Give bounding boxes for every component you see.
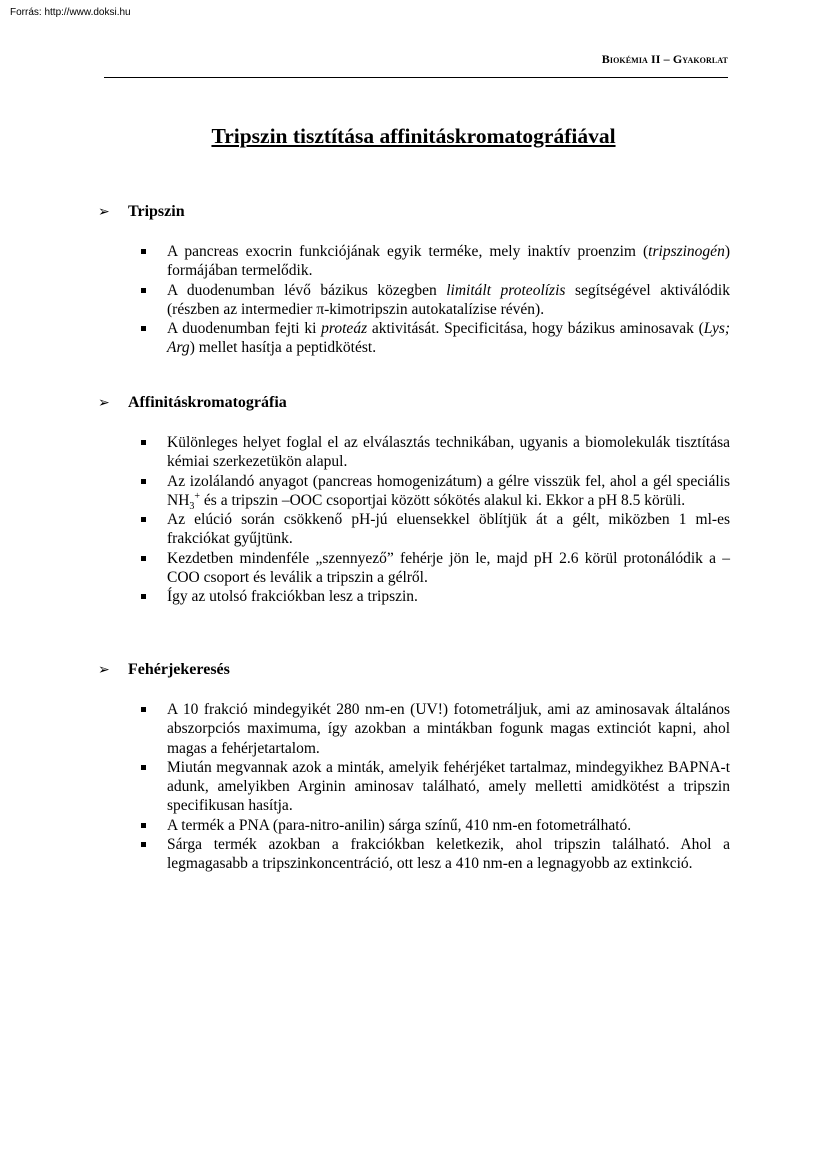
list-item bbox=[98, 510, 730, 549]
list-item bbox=[98, 758, 730, 816]
square-bullet-icon bbox=[141, 326, 146, 331]
text-run: aktivitását. Specificitása, hogy bázikus aminosavak ( bbox=[367, 320, 704, 338]
square-bullet-icon bbox=[141, 249, 146, 254]
square-bullet-icon bbox=[141, 842, 146, 847]
section-feherjekereses bbox=[98, 660, 730, 874]
list-item bbox=[98, 472, 730, 511]
text-run: Így az utolsó frakciókban lesz a tripszin. bbox=[167, 588, 418, 606]
italic-term: tripszinogén bbox=[648, 243, 725, 260]
list-item bbox=[98, 587, 730, 606]
square-bullet-icon bbox=[141, 823, 146, 828]
arrow-bullet-icon: ➢ bbox=[98, 204, 110, 220]
running-header: Biokémia II – Gyakorlat bbox=[601, 52, 728, 66]
bullet-list bbox=[98, 433, 730, 607]
italic-term: proteáz bbox=[321, 320, 368, 338]
text-run: ) mellet hasítja a peptidkötést. bbox=[189, 339, 377, 357]
text-run: Az elúció során csökkenő pH-jú eluensekkel öblítjük át a gélt, miközben 1 ml-es frakciókat gyűjtünk. bbox=[167, 511, 730, 548]
text-run: A 10 frakció mindegyikét 280 nm-en (UV!) fotometráljuk, ami az aminosavak általános abszorpciós maximuma, így azokban a mintákban fogunk magas extinciót kapni, ahol magas a fehérjetartalom. bbox=[167, 701, 730, 757]
square-bullet-icon bbox=[141, 479, 146, 484]
square-bullet-icon bbox=[141, 594, 146, 599]
italic-term: limitált proteolízis bbox=[446, 281, 566, 299]
square-bullet-icon bbox=[141, 765, 146, 770]
section-tripszin bbox=[98, 202, 730, 358]
italic-term: Lys; Arg bbox=[167, 320, 731, 357]
header-rule bbox=[104, 77, 728, 78]
square-bullet-icon bbox=[141, 707, 146, 712]
list-item bbox=[98, 835, 730, 874]
list-item bbox=[98, 816, 730, 835]
text-run: Kezdetben mindenféle „szennyező” fehérje jön le, majd pH 2.6 körül protonálódik a –COO csoport és leválik a tripszin a gélről. bbox=[167, 549, 730, 587]
text-run: A termék a PNA (para-nitro-anilin) sárga színű, 410 nm-en fotometrálható. bbox=[167, 816, 632, 834]
list-item bbox=[98, 433, 730, 472]
text-run: A duodenumban fejti ki bbox=[167, 320, 322, 338]
arrow-bullet-icon: ➢ bbox=[98, 662, 110, 678]
section-heading-text: Tripszin bbox=[128, 203, 185, 220]
section-heading-text: Affinitáskromatográfia bbox=[128, 394, 287, 411]
text-run: segítségével aktiválódik (részben az intermedier π-kimotripszin autokatalízise révén). bbox=[167, 281, 730, 318]
list-item bbox=[98, 242, 730, 281]
section-heading bbox=[98, 202, 730, 222]
list-item bbox=[98, 700, 730, 758]
bullet-list bbox=[98, 242, 730, 358]
square-bullet-icon bbox=[141, 288, 146, 293]
section-heading bbox=[98, 393, 730, 413]
list-item bbox=[98, 319, 730, 358]
bullet-list bbox=[98, 700, 730, 874]
square-bullet-icon bbox=[141, 556, 146, 561]
section-affinitaskromatografia bbox=[98, 393, 730, 607]
text-run: 3 bbox=[189, 500, 195, 512]
text-run: Különleges helyet foglal el az elválasztás technikában, ugyanis a biomolekulák tisztítása kémiai szerkezetükön alapul. bbox=[167, 434, 730, 471]
text-run: Miután megvannak azok a minták, amelyik fehérjéket tartalmaz, mindegyikhez BAPNA-t adunk, amelyikben Arginin aminosav található, amely melletti amidkötést a tripszin specifikusan hasítja. bbox=[167, 758, 730, 815]
text-run: A duodenumban lévő bázikus közegben bbox=[167, 281, 447, 299]
text-run: Sárga termék azokban a frakciókban keletkezik, ahol tripszin található. Ahol a legmagasabb a tripszinkoncentráció, ott lesz a 410 nm-en a legnagyobb az extinkció. bbox=[167, 836, 730, 873]
text-run: A pancreas exocrin funkciójának egyik terméke, mely inaktív proenzim ( bbox=[167, 243, 649, 260]
square-bullet-icon bbox=[141, 517, 146, 522]
list-item bbox=[98, 549, 730, 588]
section-heading bbox=[98, 660, 730, 680]
text-run: ) formájában termelődik. bbox=[167, 243, 730, 280]
text-run: Az izolálandó anyagot (pancreas homogenizátum) a gélre visszük fel, ahol a gél speciális NH bbox=[167, 472, 730, 509]
square-bullet-icon bbox=[141, 440, 146, 445]
arrow-bullet-icon: ➢ bbox=[98, 395, 110, 411]
text-run: és a tripszin –OOC csoportjai között sókötés alakul ki. Ekkor a pH 8.5 körüli. bbox=[200, 491, 686, 509]
document-title: Tripszin tisztítása affinitáskromatográfiával bbox=[211, 124, 616, 148]
source-note: Forrás: http://www.doksi.hu bbox=[10, 7, 131, 18]
text-run: + bbox=[194, 490, 201, 502]
list-item bbox=[98, 281, 730, 320]
section-heading-text: Fehérjekeresés bbox=[128, 661, 230, 678]
